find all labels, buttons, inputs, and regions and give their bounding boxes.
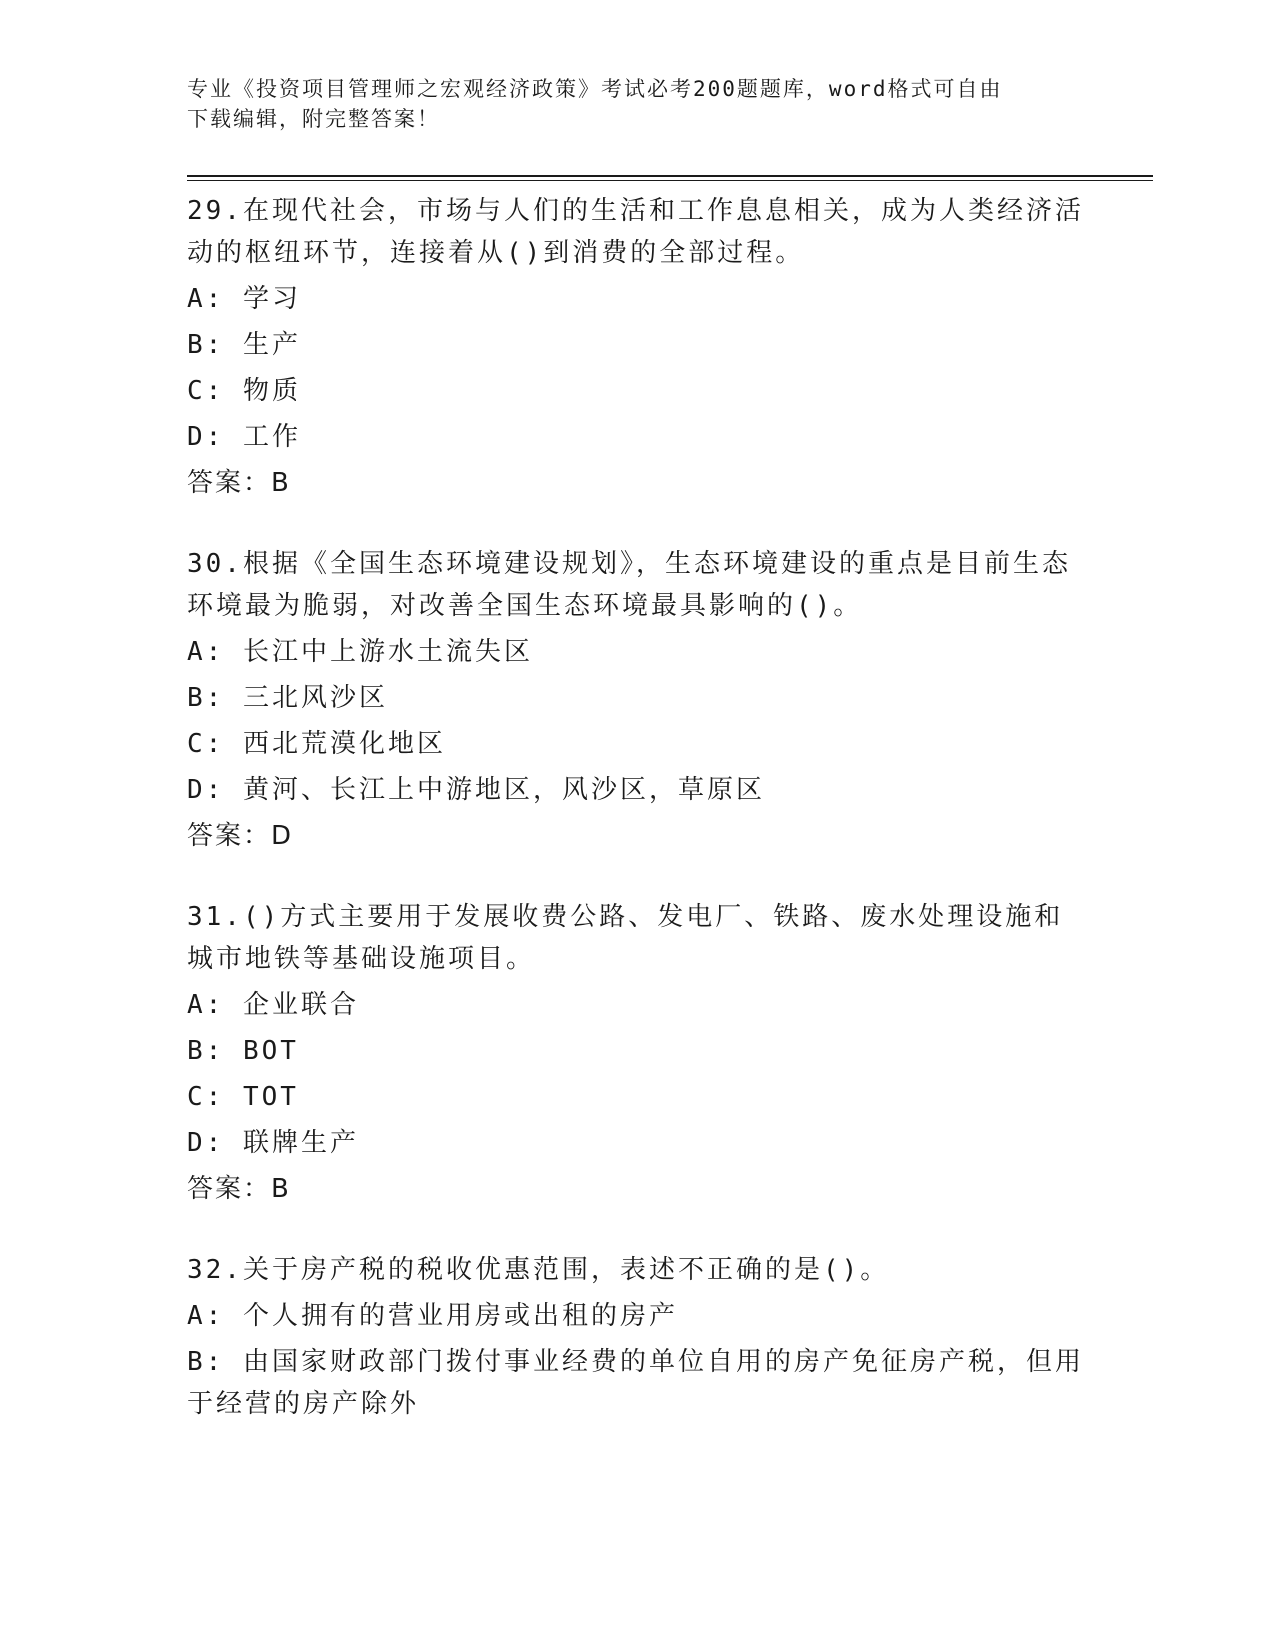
- question-list: [187, 190, 1087, 1462]
- document-header: [187, 74, 1087, 134]
- question-31: [187, 896, 1087, 1212]
- option-a: A: 长江中上游水土流失区: [187, 637, 533, 667]
- answer: 答案：B: [187, 468, 291, 498]
- question-text: 30.根据《全国生态环境建设规划》，生态环境建设的重点是目前生态环境最为脆弱，对改善全国生态环境最具影响的()。: [187, 549, 1071, 621]
- option-c: C: 西北荒漠化地区: [187, 729, 446, 759]
- question-30: [187, 543, 1087, 859]
- option-a: A: 个人拥有的营业用房或出租的房产: [187, 1301, 678, 1331]
- header-line-1: 专业《投资项目管理师之宏观经济政策》考试必考200题题库，word格式可自由: [187, 77, 1003, 101]
- option-b: B: 三北风沙区: [187, 683, 388, 713]
- option-d: D: 联牌生产: [187, 1128, 359, 1158]
- question-29: [187, 190, 1087, 506]
- header-line-2: 下载编辑，附完整答案！: [187, 107, 440, 131]
- option-b: B: 生产: [187, 330, 301, 360]
- answer: 答案：B: [187, 1174, 291, 1204]
- option-c: C: TOT: [187, 1082, 299, 1112]
- question-32: [187, 1249, 1087, 1425]
- option-d: D: 黄河、长江上中游地区，风沙区，草原区: [187, 775, 765, 805]
- question-text: 29.在现代社会，市场与人们的生活和工作息息相关，成为人类经济活动的枢纽环节，连接着从()到消费的全部过程。: [187, 196, 1084, 268]
- option-b: B: BOT: [187, 1036, 299, 1066]
- question-text: 32.关于房产税的税收优惠范围，表述不正确的是()。: [187, 1255, 890, 1285]
- option-c: C: 物质: [187, 376, 301, 406]
- option-a: A: 企业联合: [187, 990, 359, 1020]
- header-divider-thin: [187, 180, 1153, 181]
- option-b: B: 由国家财政部门拨付事业经费的单位自用的房产免征房产税，但用于经营的房产除外: [187, 1347, 1084, 1419]
- header-divider: [187, 175, 1153, 177]
- answer: 答案：D: [187, 821, 294, 851]
- option-a: A: 学习: [187, 284, 301, 314]
- option-d: D: 工作: [187, 422, 301, 452]
- question-text: 31.()方式主要用于发展收费公路、发电厂、铁路、废水处理设施和城市地铁等基础设施项目。: [187, 902, 1064, 974]
